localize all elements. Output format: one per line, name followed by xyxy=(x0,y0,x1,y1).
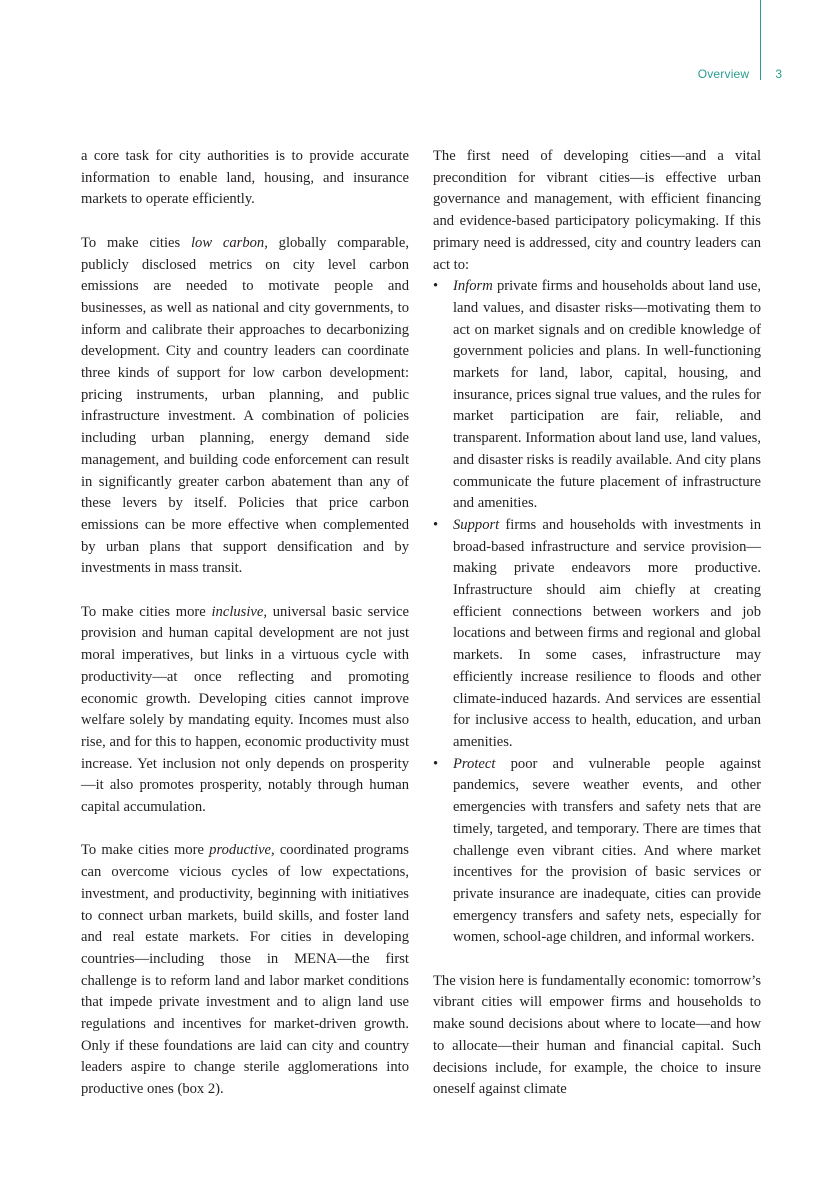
running-header xyxy=(698,67,782,81)
left-column xyxy=(81,146,409,1123)
emphasis-productive: productive, xyxy=(209,842,275,859)
section-title: Overview xyxy=(697,67,750,81)
bullet-marker: • xyxy=(433,278,439,295)
paragraph-intro: The first need of developing cities—and a vital precondition for vibrant cities—is effective urban governance and management, with efficient financing and evidence-based participatory policymaking. If this primary need is addressed, city and country leaders can act to: xyxy=(433,148,761,273)
right-column xyxy=(433,146,761,1123)
list-item-inform: • Inform private firms and households about land use, land values, and disaster risks—motivating them to act on market signals and on credible knowledge of government policies and plans. In well-functioning markets for land, labor, capital, housing, and insurance, prices signal true values, and the rules for market participation are fair, reliable, and transparent. Information about land use, land values, and disaster risks is readily available. And city plans communicate the future placement of infrastructure and amenities. xyxy=(433,278,761,512)
action-list xyxy=(433,276,761,949)
emphasis-low-carbon: low carbon, xyxy=(190,234,268,251)
paragraph: a core task for city authorities is to provide accurate information to enable land, housing, and insurance markets to operate efficiently. xyxy=(81,148,409,208)
list-item-support: • Support firms and households with investments in broad-based infrastructure and service provision—making private endeavors more productive. Infrastructure should aim chiefly at creating efficient connections between workers and job locations and between firms and regional and global markets. In some cases, infrastructure may efficiently increase resilience to floods and other climate-induced hazards. And services are essential for inclusive access to health, education, and urban amenities. xyxy=(433,516,761,750)
paragraph-productive: To make cities more productive, coordinated programs can overcome vicious cycles of low expectations, investment, and productivity, beginning with initiatives to connect urban markets, build skills, and foster land and real estate markets. For cities in developing countries—including those in MENA—the first challenge is to reform land and labor market conditions that impede private investment and to align land use regulations and incentives for market-driven growth. Only if these foundations are laid can city and country leaders aspire to change sterile agglomerations into productive ones (box 2). xyxy=(81,842,409,1098)
paragraph-closing: The vision here is fundamentally economic: tomorrow’s vibrant cities will empower firms and households to make sound decisions about where to locate—and how to allocate—their human and financial capital. Such decisions include, for example, the choice to insure oneself against climate xyxy=(433,972,761,1098)
bullet-marker: • xyxy=(433,516,439,533)
paragraph-low-carbon: To make cities low carbon, globally comparable, publicly disclosed metrics on city level carbon emissions are needed to motivate people and businesses, as well as national and city governments, to inform and calibrate their approaches to decarbonizing development. City and country leaders can coordinate three kinds of support for low carbon development: pricing instruments, urban planning, and public infrastructure investment. A combination of policies including urban planning, energy demand side management, and building code enforcement can result in significantly greater carbon abatement than any of these levers by itself. Policies that price carbon emissions can be more effective when complemented by urban plans that support densification and by investments in mass transit. xyxy=(81,234,409,577)
page-number: 3 xyxy=(775,67,782,81)
bullet-marker: • xyxy=(433,755,439,772)
paragraph-inclusive: To make cities more inclusive, universal basic service provision and human capital development are not just moral imperatives, but links in a virtuous cycle with productivity—at once reflecting and promoting economic growth. Developing cities cannot improve welfare solely by mandating equity. Incomes must also rise, and for this to happen, economic productivity must increase. Yet inclusion not only depends on prosperity—it also promotes prosperity, notably through human capital accumulation. xyxy=(81,603,409,816)
emphasis-inclusive: inclusive, xyxy=(211,603,268,620)
list-item-protect: • Protect poor and vulnerable people against pandemics, severe weather events, and other emergencies with transfers and safety nets that are timely, targeted, and temporary. There are times that challenge even vibrant cities. And where market incentives for the provision of basic services or private insurance are inadequate, cities can provide emergency transfers and safety nets, especially for women, school-age children, and informal workers. xyxy=(433,755,761,946)
